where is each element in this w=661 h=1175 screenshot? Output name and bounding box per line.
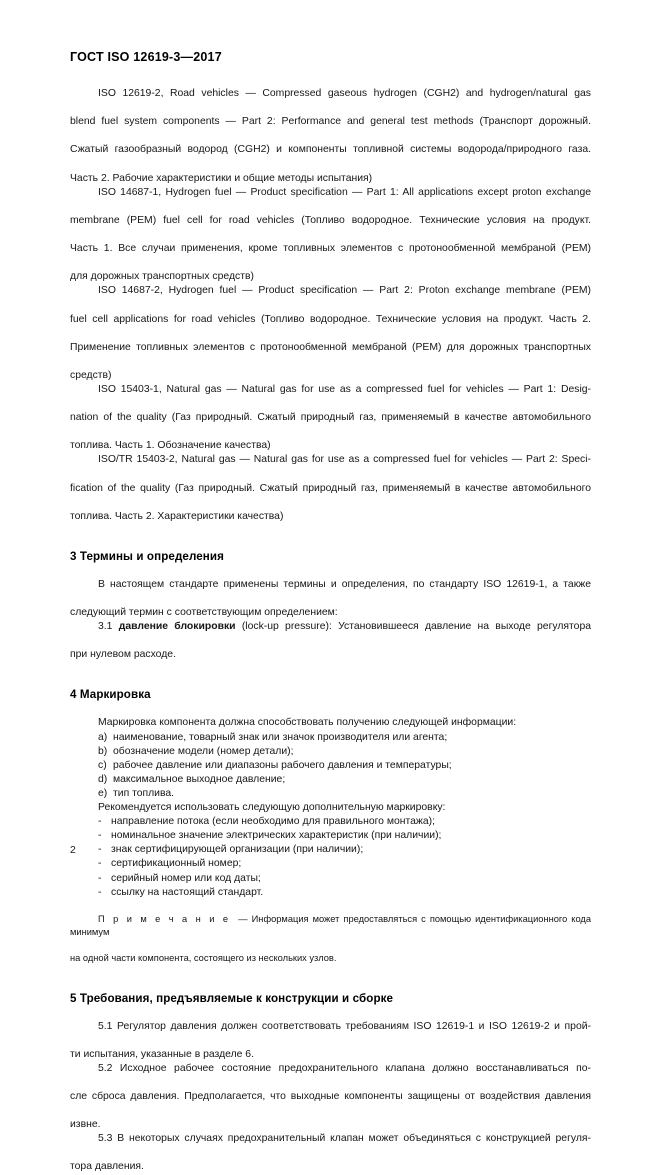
reference-line: nation of the quality (Газ природный. Сжатый природный газ, применяемый в качестве автомобильного [70, 412, 591, 424]
reference-iso-tr-15403-2 [70, 453, 591, 523]
section-heading-3: 3 Термины и определения [70, 549, 225, 563]
list-item-text: ссылку на настоящий стандарт. [111, 886, 264, 898]
term-number: 3.1 [98, 621, 113, 633]
reference-iso-14687-1 [70, 186, 591, 285]
reference-line: Часть 2. Рабочие характеристики и общие методы испытания) [70, 172, 373, 184]
term-text: (lock-up pressure): Установившееся давление на выходе регулятора [241, 621, 592, 633]
clause-5-1-line: ти испытания, указанные в разделе 6. [70, 1048, 254, 1060]
reference-line: ISO 12619-2, Road vehicles — Compressed gaseous hydrogen (CGH2) and hydrogen/natural gas [98, 88, 591, 99]
section4-recommend-intro: Рекомендуется использовать следующую дополнительную маркировку: [98, 802, 446, 814]
reference-line: blend fuel system components — Part 2: Performance and general test methods (Транспорт дорожный. [70, 116, 591, 128]
clause-5-1-line: 5.1 Регулятор давления должен соответствовать требованиям ISO 12619-1 и ISO 12619-2 и прой- [98, 1020, 591, 1032]
list-marker: - [98, 830, 102, 842]
reference-line: fuel cell applications for road vehicles (Топливо водородное. Технические условия на продукт. Часть 2. [70, 313, 591, 325]
reference-line: ISO 15403-1, Natural gas — Natural gas for use as a compressed fuel for vehicles — Part 1: Desig- [98, 383, 591, 395]
reference-line: Сжатый газообразный водород (CGH2) и компоненты топливной системы водорода/природного газа. [70, 144, 591, 156]
list-item-text: направление потока (если необходимо для правильного монтажа); [111, 816, 435, 828]
section4-intro: Маркировка компонента должна способствовать получению следующей информации: [98, 717, 517, 729]
list-item [70, 857, 591, 871]
list-marker: - [98, 872, 102, 884]
list-marker: e) [98, 787, 108, 799]
clause-5-2-line: извне. [70, 1119, 101, 1131]
list-item-text: обозначение модели (номер детали); [113, 745, 294, 757]
section-heading-5: 5 Требования, предъявляемые к конструкции и сборке [70, 991, 394, 1005]
list-item-text: тип топлива. [113, 787, 175, 799]
section-heading-4: 4 Маркировка [70, 688, 151, 702]
list-marker: - [98, 844, 102, 856]
normative-references-block [70, 87, 591, 524]
note-paragraph [70, 913, 591, 953]
clause-5-3-line: 5.3 В некоторых случаях предохранительный клапан может объединяться с конструкцией регуля- [98, 1133, 591, 1145]
reference-line: топлива. Часть 2. Характеристики качества) [70, 510, 284, 522]
clause-5-3-line: тора давления. [70, 1161, 144, 1173]
list-item [70, 731, 591, 745]
list-item-text: максимальное выходное давление; [113, 773, 286, 785]
list-marker: - [98, 886, 102, 898]
note-paragraph-line2: на одной части компонента, состоящего из нескольких узлов. [70, 953, 337, 964]
reference-line: Применение топливных элементов с протонообменной мембраной (РЕМ) для дорожных транспортных [70, 341, 591, 353]
spacer [70, 1005, 591, 1020]
list-marker: a) [98, 731, 108, 743]
reference-line: средств) [70, 369, 112, 381]
document-header-title: ГОСТ ISO 12619-3—2017 [70, 50, 222, 64]
term-name: давление блокировки [118, 621, 236, 633]
reference-line: Часть 1. Все случаи применения, кроме топливных элементов с протонообменной мембраной (РЕМ) [70, 243, 591, 255]
page-number: 2 [70, 845, 76, 856]
list-item [70, 787, 591, 801]
reference-iso-12619-2 [70, 87, 591, 186]
spacer [70, 563, 591, 578]
reference-line: для дорожных транспортных средств) [70, 271, 254, 283]
list-item [70, 773, 591, 787]
section3-intro-line: следующий термин с соответствующим определением: [70, 607, 338, 619]
term-definition-3-1 [70, 620, 591, 648]
list-item-text: серийный номер или код даты; [111, 872, 261, 884]
list-item [70, 829, 591, 843]
clause-5-2-line: 5.2 Исходное рабочее состояние предохранительного клапана должно восстанавливаться по- [98, 1062, 591, 1074]
term-definition-3-1-line2: при нулевом расходе. [70, 649, 176, 661]
list-marker: - [98, 816, 102, 828]
list-item-text: наименование, товарный знак или значок производителя или агента; [113, 731, 448, 743]
list-item [70, 815, 591, 829]
clause-5-2-line: сле сброса давления. Предполагается, что выходные компоненты защищены от воздействия давления [70, 1090, 591, 1102]
spacer [70, 524, 591, 550]
list-item [70, 872, 591, 886]
page-content [70, 50, 591, 1175]
list-item-text: сертификационный номер; [111, 858, 242, 870]
reference-line: ISO 14687-1, Hydrogen fuel — Product specification — Part 1: All applications except proton exchange [98, 186, 591, 198]
reference-iso-14687-2 [70, 284, 591, 383]
section3-intro-line: В настоящем стандарте применены термины и определения, по стандарту ISO 12619-1, а также [98, 578, 591, 590]
note-label: П р и м е ч а н и е [98, 913, 231, 924]
reference-line: ISO/TR 15403-2, Natural gas — Natural gas for use as a compressed fuel for vehicles — Part 2: Speci- [98, 454, 591, 466]
list-marker: c) [98, 759, 107, 771]
spacer [70, 900, 591, 913]
reference-line: fication of the quality (Газ природный. Сжатый природный газ, применяемый в качестве автомобильного [70, 482, 591, 494]
list-marker: - [98, 858, 102, 870]
list-item [70, 886, 591, 900]
spacer [70, 966, 591, 992]
list-item-text: знак сертифицирующей организации (при наличии); [111, 844, 364, 856]
list-item-text: номинальное значение электрических характеристик (при наличии); [111, 830, 442, 842]
note-text: — Информация может предоставляться с помощью идентификационного кода минимум [70, 913, 592, 937]
list-marker: d) [98, 773, 108, 785]
list-item [70, 745, 591, 759]
reference-line: топлива. Часть 1. Обозначение качества) [70, 440, 271, 452]
spacer [70, 662, 591, 688]
list-item [70, 843, 591, 857]
list-marker: b) [98, 745, 108, 757]
spacer [70, 701, 591, 716]
reference-line: membrane (PEM) fuel cell for road vehicles (Топливо водородное. Технические условия на продукт. [70, 214, 591, 226]
list-item-text: рабочее давление или диапазоны рабочего давления и температуры; [113, 759, 452, 771]
reference-iso-15403-1 [70, 383, 591, 453]
list-item [70, 759, 591, 773]
reference-line: ISO 14687-2, Hydrogen fuel — Product specification — Part 2: Proton exchange membrane (PEM) [98, 285, 591, 297]
